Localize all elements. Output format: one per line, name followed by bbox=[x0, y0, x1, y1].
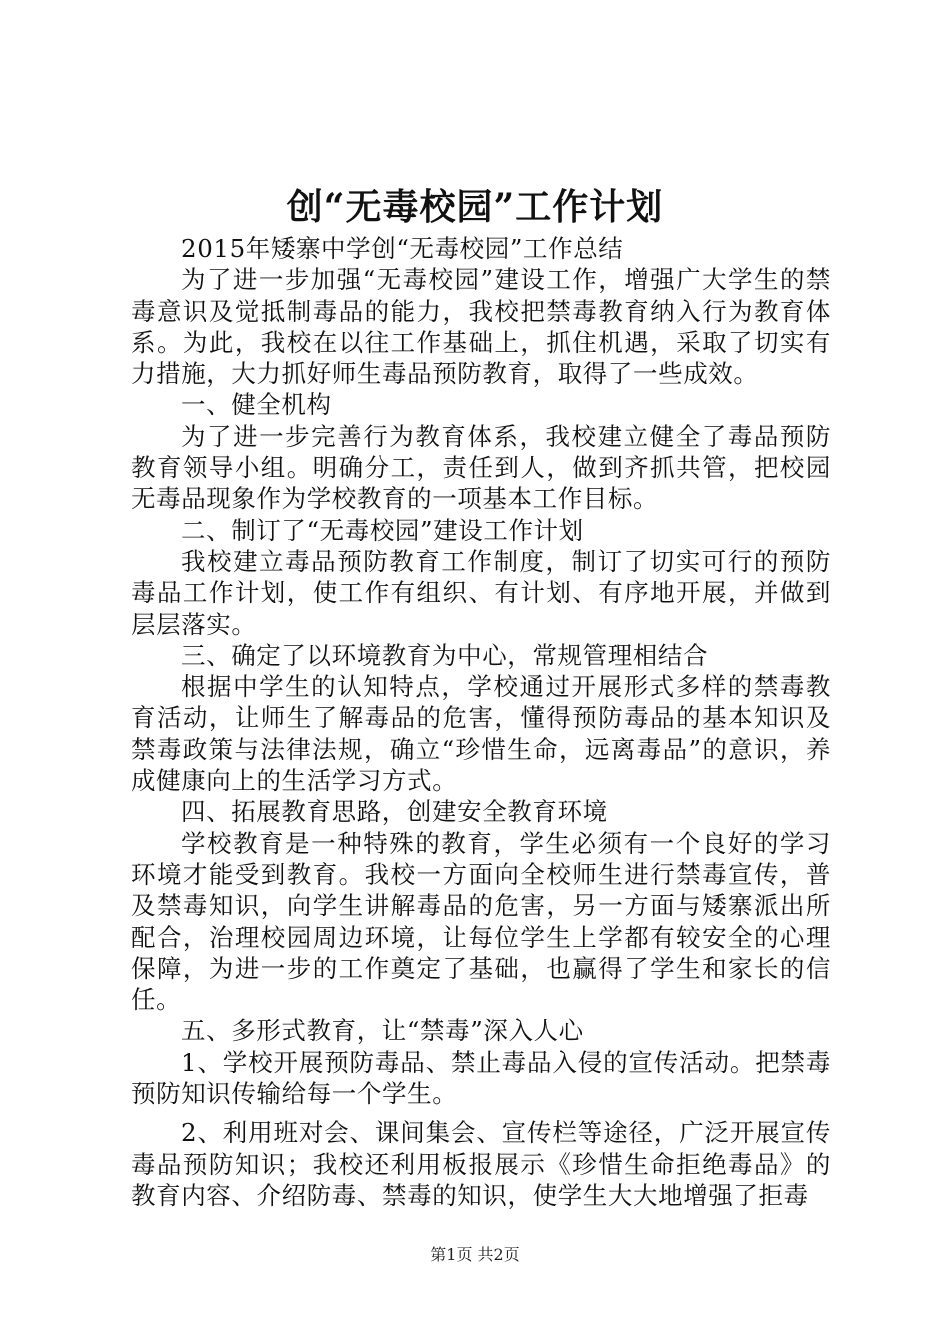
document-body bbox=[131, 233, 831, 1211]
paragraph-section-5-item-1: 1、学校开展预防毒品、禁止毒品入侵的宣传活动。把禁毒预防知识传输给每一个学生。 bbox=[131, 1047, 831, 1109]
paragraph-intro: 为了进一步加强“无毒校园”建设工作，增强广大学生的禁毒意识及觉抵制毒品的能力，我校把禁毒教育纳入行为教育体系。为此，我校在以往工作基础上，抓住机遇，采取了切实有力措施，大力抓好师生毒品预防教育，取得了一些成效。 bbox=[131, 265, 831, 389]
heading-section-2: 二、制订了“无毒校园”建设工作计划 bbox=[181, 515, 584, 545]
paragraph-subtitle: 2015年矮寨中学创“无毒校园”工作总结 bbox=[181, 234, 624, 263]
paragraph-section-5-item-2: 2、利用班对会、课间集会、宣传栏等途径，广泛开展宣传毒品预防知识；我校还利用板报展示《珍惜生命拒绝毒品》的教育内容、介绍防毒、禁毒的知识，使学生大大地增强了拒毒 bbox=[131, 1118, 831, 1210]
document-title: 创“无毒校园”工作计划 bbox=[286, 186, 664, 228]
heading-section-3: 三、确定了以环境教育为中心，常规管理相结合 bbox=[181, 640, 709, 670]
heading-section-1: 一、健全机构 bbox=[181, 390, 332, 420]
paragraph-section-2: 我校建立毒品预防教育工作制度，制订了切实可行的预防毒品工作计划，使工作有组织、有计划、有序地开展，并做到层层落实。 bbox=[131, 546, 831, 639]
paragraph-section-1: 为了进一步完善行为教育体系，我校建立健全了毒品预防教育领导小组。明确分工，责任到人，做到齐抓共管，把校园无毒品现象作为学校教育的一项基本工作目标。 bbox=[131, 421, 831, 514]
paragraph-section-3: 根据中学生的认知特点，学校通过开展形式多样的禁毒教育活动，让师生了解毒品的危害，懂得预防毒品的基本知识及禁毒政策与法律法规，确立“珍惜生命，远离毒品”的意识，养成健康向上的生活学习方式。 bbox=[131, 672, 831, 796]
paragraph-section-4: 学校教育是一种特殊的教育，学生必须有一个良好的学习环境才能受到教育。我校一方面向全校师生进行禁毒宣传，普及禁毒知识，向学生讲解毒品的危害，另一方面与矮寨派出所配合，治理校园周边环境，让每位学生上学都有较安全的心理保障，为进一步的工作奠定了基础，也赢得了学生和家长的信任。 bbox=[131, 828, 831, 1015]
heading-section-4: 四、拓展教育思路，创建安全教育环境 bbox=[181, 797, 608, 827]
page-footer: 第1页 共2页 bbox=[430, 1245, 520, 1264]
heading-section-5: 五、多形式教育，让“禁毒”深入人心 bbox=[181, 1016, 584, 1046]
